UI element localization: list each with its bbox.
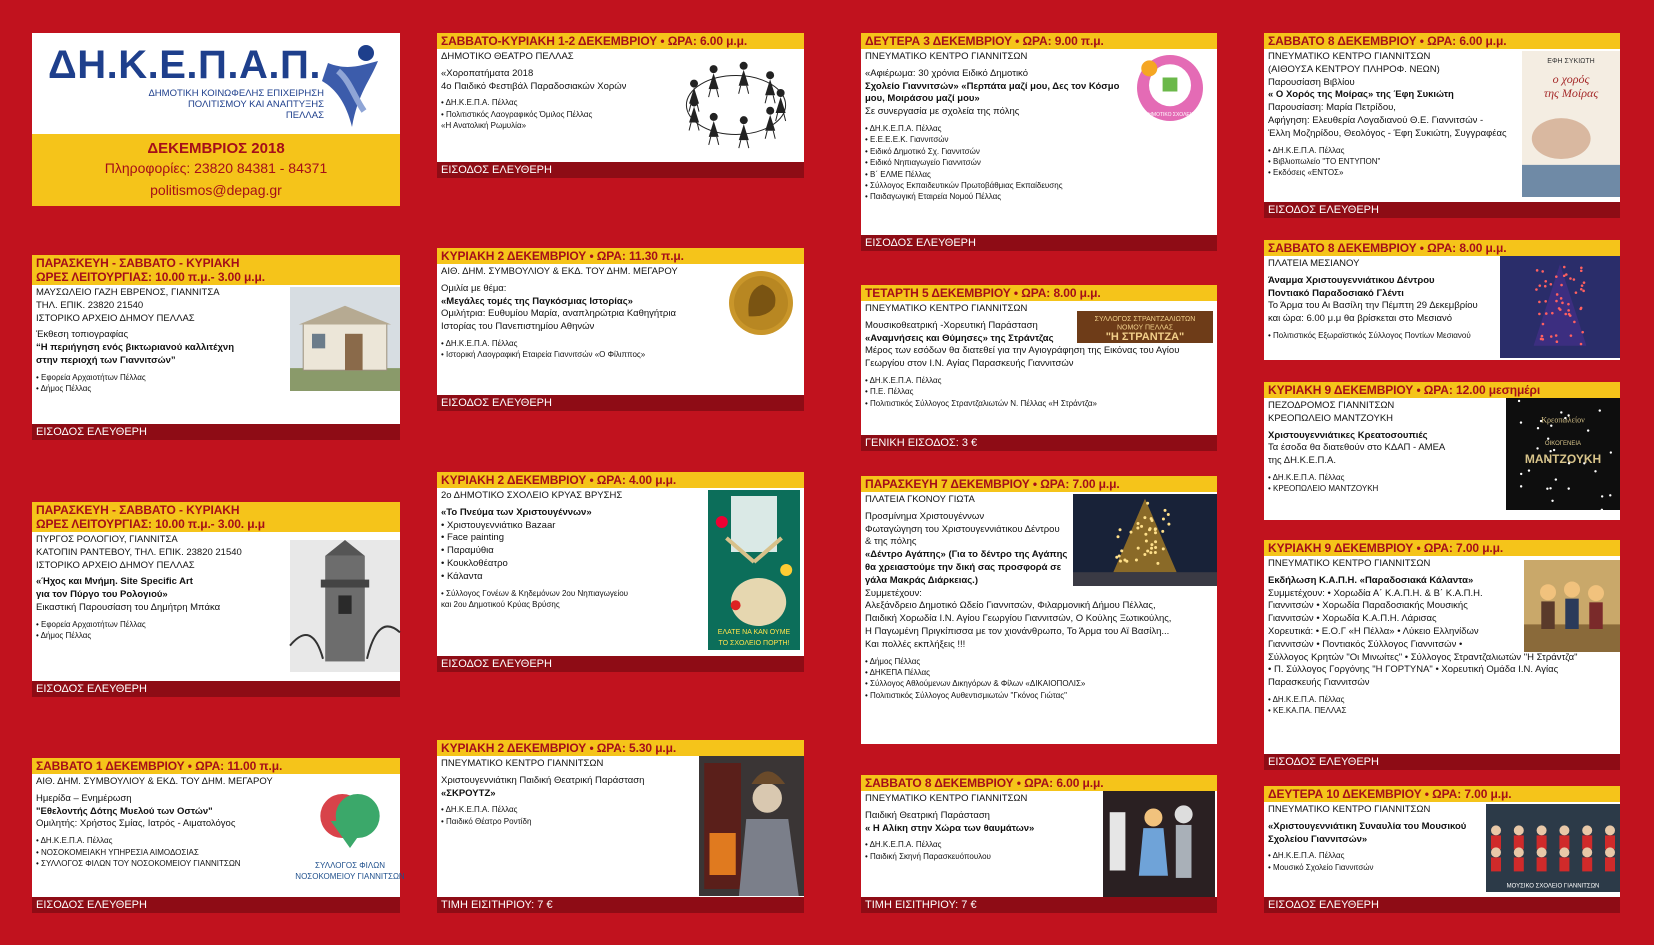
organizer-item: • Πολιτιστικός Εξωραϊστικός Σύλλογος Ποντίων Μεσιανού xyxy=(1268,330,1471,340)
ancient-coin xyxy=(727,270,795,336)
event-text-line: « Η Αλίκη στην Χώρα των θαυμάτων» xyxy=(865,822,1035,834)
event-text-line: • Κουκλοθέατρο xyxy=(441,557,508,569)
christmas-tree-square xyxy=(1073,494,1217,586)
event-text-line: γάλα Μακράς Διάρκειας.) xyxy=(865,574,978,586)
event-text-line: • Π. Σύλλογος Γοργόνης "Η ΓΟΡΤΥΝΑ" • Χορευτική Ομάδα Ι.Ν. Αγίας xyxy=(1268,664,1559,676)
event-text-line: ΠΝΕΥΜΑΤΙΚΟ ΚΕΝΤΡΟ ΓΙΑΝΝΙΤΣΩΝ xyxy=(865,793,1028,804)
event-date-line: ΤΕΤΑΡΤΗ 5 ΔΕΚΕΜΒΡΙΟΥ • ΩΡΑ: 8.00 μ.μ. xyxy=(865,286,1101,300)
alice-stage-photo xyxy=(1103,791,1215,897)
event-text-line: Σε συνεργασία με σχολεία της πόλης xyxy=(865,106,1020,118)
organizer-item: «Η Ανατολική Ρωμυλία» xyxy=(441,121,527,131)
event-text-line: ΠΝΕΥΜΑΤΙΚΟ ΚΕΝΤΡΟ ΓΙΑΝΝΙΤΣΩΝ xyxy=(1268,51,1431,62)
dancers-illustration xyxy=(674,59,798,151)
event-text-line: Γιαννιτσών • Ποντιακός Σύλλογος Γιαννιτσών • xyxy=(1268,638,1463,650)
event-text-line: Χορευτικά: • Ε.Ο.Γ «Η Πέλλα» • Λύκειο Ελληνίδων xyxy=(1268,625,1479,637)
event-text-line: Σχολείο Γιαννιτσών» «Περπάτα μαζί μου, Δες τον Κόσμο xyxy=(865,80,1120,92)
event-text-line: ΜΑΥΣΩΛΕΙΟ ΓΑΖΗ ΕΒΡΕΝΟΣ, ΓΙΑΝΝΙΤΣΑ xyxy=(36,287,220,298)
organizer-item: • ΔΗ.Κ.Ε.Π.Α. Πέλλας xyxy=(1268,145,1345,155)
svg-text:ΟΙΚΟΓΕΝΕΙΑ: ΟΙΚΟΓΕΝΕΙΑ xyxy=(1544,441,1582,448)
event-text-line: (ΑΙΘΟΥΣΑ ΚΕΝΤΡΟΥ ΠΛΗΡΟΦ. ΝΕΩΝ) xyxy=(1268,63,1440,75)
svg-text:ΜΑΝΤΖΟΥΚΗ: ΜΑΝΤΖΟΥΚΗ xyxy=(1524,451,1602,466)
event-card xyxy=(1264,33,1620,218)
event-text-line: «Αφιέρωμα: 30 χρόνια Ειδικό Δημοτικό xyxy=(865,67,1028,79)
music-school-photo xyxy=(1486,804,1620,892)
email-link[interactable]: politismos@depag.gr xyxy=(150,182,282,198)
event-text-line: «Ήχος και Μνήμη. Site Specific Art xyxy=(36,576,193,588)
admission-footer: ΕΙΣΟΔΟΣ ΕΛΕΥΘΕΡΗ xyxy=(437,395,804,411)
event-text-line: Η Παγωμένη Πριγκίπισσα με τον χιονάνθρωπο, Το Άρμα του Αϊ Βασίλη... xyxy=(865,625,1170,637)
event-text-line: Παιδική Θεατρική Παράσταση xyxy=(865,809,990,821)
svg-text:ο χορός: ο χορός xyxy=(1552,72,1590,86)
clock-tower-photo xyxy=(290,540,400,672)
event-text-line: Εικαστική Παρουσίαση του Δημήτρη Μπάκα xyxy=(36,601,221,613)
event-text-line: Έλλη Μοζηρίδου, Θεολόγος - Έφη Συκιώτη, Συγγραφέας xyxy=(1268,127,1507,139)
event-text-line: • Παραμύθια xyxy=(441,545,494,557)
organizer-item: • Ειδικό Δημοτικό Σχ. Γιαννιτσών xyxy=(865,146,980,156)
organizer-item: • Εφορεία Αρχαιοτήτων Πέλλας xyxy=(36,619,146,629)
organizer-item: • Πολιτιστικός Σύλλογος Στραντζαλιωτών Ν. Πέλλας «Η Στράντζα» xyxy=(865,398,1097,408)
organizer-item: • Πολιτιστικός Σύλλογος Αυθεντισμιωτών "Γκόνος Γιώτας" xyxy=(865,690,1067,700)
event-text-line: • Κάλαντα xyxy=(441,570,483,582)
event-card xyxy=(437,248,804,411)
event-text-line: Παρουσίαση: Μαρία Πετρίδου, xyxy=(1268,102,1396,114)
event-text-line: Σύλλογος Κρητών "Οι Μινωίτες" • Σύλλογος Στραντζαλιωτών "Η Στράντζα" xyxy=(1268,651,1578,663)
event-text-line: ΑΙΘ. ΔΗΜ. ΣΥΜΒΟΥΛΙΟΥ & ΕΚΔ. ΤΟΥ ΔΗΜ. ΜΕΓΑΡΟΥ xyxy=(441,266,678,277)
event-text-line: Ομιλία με θέμα: xyxy=(441,282,507,294)
svg-text:ΣΥΛΛΟΓΟΣ ΦΙΛΩΝ: ΣΥΛΛΟΓΟΣ ΦΙΛΩΝ xyxy=(315,861,385,870)
organizer-item: • ΔΗ.Κ.Ε.Π.Α. Πέλλας xyxy=(865,840,942,850)
organizer-item: • Παιδική Σκηνή Παρασκευόπουλου xyxy=(865,851,991,861)
scrooge-illustration xyxy=(699,756,804,896)
event-card xyxy=(861,285,1217,451)
organizer-item: • ΔΗΚΕΠΑ Πέλλας xyxy=(865,667,930,677)
event-date-line: ΣΑΒΒΑΤΟ 1 ΔΕΚΕΜΒΡΙΟΥ • ΩΡΑ: 11.00 π.μ. xyxy=(36,759,283,773)
event-text-line: "Εθελοντής Δότης Μυελού των Οστών" xyxy=(36,805,213,817)
organizer-item: • Παιδικό Θέατρο Ροντίδη xyxy=(441,816,532,826)
organizer-item: • Σύλλογος Αθλούμενων Δικηγόρων & Φίλων «ΔΙΚΑΙΟΠΟΛΙΣ» xyxy=(865,679,1086,689)
organizer-item: • ΝΟΣΟΚΟΜΕΙΑΚΗ ΥΠΗΡΕΣΙΑ ΑΙΜΟΔΟΣΙΑΣ xyxy=(36,847,199,857)
svg-text:Κρεοπωλείον: Κρεοπωλείον xyxy=(1541,415,1585,425)
organizer-item: • Δήμος Πέλλας xyxy=(865,656,921,666)
organizer-item: • Σύλλογος Γονέων & Κηδεμόνων 2ου Νηπιαγωγείου xyxy=(441,588,629,598)
admission-footer: ΕΙΣΟΔΟΣ ΕΛΕΥΘΕΡΗ xyxy=(1264,202,1620,218)
event-text-line: Ημερίδα – Ενημέρωση xyxy=(36,792,132,804)
svg-text:της Μοίρας: της Μοίρας xyxy=(1543,86,1599,100)
event-text-line: ΠΝΕΥΜΑΤΙΚΟ ΚΕΝΤΡΟ ΓΙΑΝΝΙΤΣΩΝ xyxy=(865,303,1028,314)
event-text-line: Γιαννιτσών • Χορωδία Κ.Α.Π.Η. Λάρισας xyxy=(1268,613,1437,625)
event-text-line: “Η περιήγηση ενός βικτωριανού καλλιτέχνη xyxy=(36,342,235,354)
event-text-line: θα χρειαστούμε την δική σας προσφορά σε xyxy=(865,561,1062,573)
event-text-line: Συμμετέχουν: • Χορωδία Α΄ Κ.Α.Π.Η. & Β΄ Κ.Α.Π.Η. xyxy=(1268,587,1483,599)
event-text-line: Προσμίνημα Χριστουγέννων xyxy=(865,510,985,522)
event-date-line: ΩΡΕΣ ΛΕΙΤΟΥΡΓΙΑΣ: 10.00 π.μ.- 3.00. μ.μ xyxy=(36,517,265,531)
event-text-line: Συμμετέχουν: xyxy=(865,587,922,599)
event-text-line: ΔΗΜΟΤΙΚΟ ΘΕΑΤΡΟ ΠΕΛΛΑΣ xyxy=(441,51,574,62)
event-text-line: «Μεγάλες τομές της Παγκόσμιας Ιστορίας» xyxy=(441,295,633,307)
subtitle-line: ΔΗΜΟΤΙΚΗ ΚΟΙΝΩΦΕΛΗΣ ΕΠΙΧΕΙΡΗΣΗ xyxy=(148,88,324,99)
event-text-line: «Χριστουγεννιάτικη Συναυλία του Μουσικού xyxy=(1268,820,1467,832)
organizer-item: • ΔΗ.Κ.Ε.Π.Α. Πέλλας xyxy=(1268,472,1345,482)
admission-footer: ΓΕΝΙΚΗ ΕΙΣΟΔΟΣ: 3 € xyxy=(861,435,1217,451)
event-date-header xyxy=(437,33,804,49)
svg-text:ΜΟΥΣΙΚΟ ΣΧΟΛΕΙΟ ΓΙΑΝΝΙΤΣΩΝ: ΜΟΥΣΙΚΟ ΣΧΟΛΕΙΟ ΓΙΑΝΝΙΤΣΩΝ xyxy=(1506,883,1600,890)
organizer-item: • Βιβλιοπωλείο "ΤΟ ΕΝΤΥΠΟΝ" xyxy=(1268,156,1381,166)
event-date-header xyxy=(861,476,1217,492)
event-card xyxy=(437,740,804,913)
event-text-line: ΠΝΕΥΜΑΤΙΚΟ ΚΕΝΤΡΟ ΓΙΑΝΝΙΤΣΩΝ xyxy=(441,758,604,769)
organizer-item: • ΔΗ.Κ.Ε.Π.Α. Πέλλας xyxy=(441,805,518,815)
organizer-item: • Σύλλογος Εκπαιδευτικών Πρωτοβάθμιας Εκπαίδευσης xyxy=(865,181,1063,191)
event-card xyxy=(861,476,1217,744)
event-date-header xyxy=(861,775,1217,791)
admission-footer: ΕΙΣΟΔΟΣ ΕΛΕΥΘΕΡΗ xyxy=(32,681,400,697)
event-text-line: Αλεξάνδρειο Δημοτικό Ωδείο Γιαννιτσών, Φιλαρμονική Δήμου Πέλλας, xyxy=(865,600,1156,612)
event-text-line: Παρουσίαση Βιβλίου xyxy=(1268,76,1355,88)
event-date-header xyxy=(1264,240,1620,256)
event-date-header xyxy=(32,255,400,285)
event-text-line: ΙΣΤΟΡΙΚΟ ΑΡΧΕΙΟ ΔΗΜΟΥ ΠΕΛΛΑΣ xyxy=(36,312,195,324)
event-date-header xyxy=(861,33,1217,49)
brand-name: ΔΗ.Κ.Ε.Π.Α.Π. xyxy=(48,43,322,87)
event-text-line: • Face painting xyxy=(441,532,505,544)
event-text-line: 2ο ΔΗΜΟΤΙΚΟ ΣΧΟΛΕΙΟ ΚΡΥΑΣ ΒΡΥΣΗΣ xyxy=(441,490,623,501)
organizer-item: • ΔΗ.Κ.Ε.Π.Α. Πέλλας xyxy=(1268,851,1345,861)
organizer-item: • ΔΗ.Κ.Ε.Π.Α. Πέλλας xyxy=(865,375,942,385)
organizer-item: • Μουσικό Σχολείο Γιαννιτσών xyxy=(1268,862,1374,872)
butcher-sign xyxy=(1506,398,1620,510)
admission-footer: ΕΙΣΟΔΟΣ ΕΛΕΥΘΕΡΗ xyxy=(437,162,804,178)
event-text-line: Ιστορίας του Πανεπιστημίου Αθηνών xyxy=(441,321,595,333)
event-date-line: ΚΥΡΙΑΚΗ 9 ΔΕΚΕΜΒΡΙΟΥ • ΩΡΑ: 12.00 μεσημέρι xyxy=(1268,383,1541,397)
event-card xyxy=(437,33,804,178)
event-date-header xyxy=(32,758,400,774)
event-card xyxy=(861,33,1217,251)
organizer-item: • ΔΗ.Κ.Ε.Π.Α. Πέλλας xyxy=(441,338,518,348)
admission-footer: ΕΙΣΟΔΟΣ ΕΛΕΥΘΕΡΗ xyxy=(861,235,1217,251)
svg-text:"Η ΣΤΡΑΝΤΖΑ": "Η ΣΤΡΑΝΤΖΑ" xyxy=(1105,330,1185,343)
event-date-line: ΩΡΕΣ ΛΕΙΤΟΥΡΓΙΑΣ: 10.00 π.μ.- 3.00 μ.μ. xyxy=(36,270,265,284)
svg-text:ΝΟΣΟΚΟΜΕΙΟΥ ΓΙΑΝΝΙΤΣΩΝ: ΝΟΣΟΚΟΜΕΙΟΥ ΓΙΑΝΝΙΤΣΩΝ xyxy=(295,872,405,881)
event-text-line: ΠΥΡΓΟΣ ΡΟΛΟΓΙΟΥ, ΓΙΑΝΝΙΤΣΑ xyxy=(36,534,178,545)
lit-tree-photo xyxy=(1500,256,1620,358)
event-text-line: «Το Πνεύμα των Χριστουγέννων» xyxy=(441,506,592,518)
event-card xyxy=(437,472,804,672)
subtitle-line: ΠΕΛΛΑΣ xyxy=(285,110,324,121)
event-date-header xyxy=(32,502,400,532)
event-text-line: στην περιοχή των Γιαννιτσών” xyxy=(36,354,176,366)
event-text-line: Χριστουγεννιάτικες Κρεατοσουπιές xyxy=(1268,429,1428,441)
event-text-line: και ώρα: 6.00 μ.μ θα βρίσκεται στο Μεσιανό xyxy=(1268,313,1452,325)
event-text-line: Και πολλές εκπλήξεις !!! xyxy=(865,638,966,650)
event-date-line: ΚΥΡΙΑΚΗ 2 ΔΕΚΕΜΒΡΙΟΥ • ΩΡΑ: 4.00 μ.μ. xyxy=(441,473,677,487)
event-text-line: ΤΗΛ. ΕΠΙΚ. 23820 21540 xyxy=(36,299,144,311)
event-text-line: « Ο Χορός της Μοίρας» της Έφη Συκιώτη xyxy=(1268,89,1454,101)
phone-info: Πληροφορίες: 23820 84381 - 84371 xyxy=(104,160,328,176)
svg-text:ΔΗΜΟΤΙΚΟ ΣΧΟΛΕΙΟ: ΔΗΜΟΤΙΚΟ ΣΧΟΛΕΙΟ xyxy=(1144,112,1196,118)
event-text-line: Γιαννιτσών • Χορωδία Παραδοσιακής Μουσικής xyxy=(1268,600,1468,612)
event-text-line: Ομιλητής: Χρήστος Σμίας, Ιατρός - Αιματολόγος xyxy=(36,818,236,830)
event-date-line: ΚΥΡΙΑΚΗ 9 ΔΕΚΕΜΒΡΙΟΥ • ΩΡΑ: 7.00 μ.μ. xyxy=(1268,541,1504,555)
special-school-logo xyxy=(1133,53,1207,123)
event-text-line: ΠΛΑΤΕΙΑ ΓΚΟΝΟΥ ΓΙΩΤΑ xyxy=(865,494,975,505)
hospital-friends-logo xyxy=(295,786,405,886)
event-date-line: ΠΑΡΑΣΚΕΥΗ - ΣΑΒΒΑΤΟ - ΚΥΡΙΑΚΗ xyxy=(36,503,240,517)
event-date-line: ΣΑΒΒΑΤΟ 8 ΔΕΚΕΜΒΡΙΟΥ • ΩΡΑ: 6.00 μ.μ. xyxy=(1268,34,1507,48)
event-text-line: ΚΑΤΟΠΙΝ ΡΑΝΤΕΒΟΥ, ΤΗΛ. ΕΠΙΚ. 23820 21540 xyxy=(36,546,242,558)
event-date-header xyxy=(437,248,804,264)
event-text-line: Έκθεση τοπιογραφίας xyxy=(36,329,129,341)
event-text-line: της ΔΗ.Κ.Ε.Π.Α. xyxy=(1268,455,1337,467)
event-text-line: ΠΝΕΥΜΑΤΙΚΟ ΚΕΝΤΡΟ ΓΙΑΝΝΙΤΣΩΝ xyxy=(1268,804,1431,815)
event-date-header xyxy=(1264,382,1620,398)
event-text-line: Άναμμα Χριστουγεννιάτικου Δέντρου xyxy=(1268,274,1435,286)
subtitle-line: ΠΟΛΙΤΙΣΜΟΥ ΚΑΙ ΑΝΑΠΤΥΞΗΣ xyxy=(187,99,324,110)
organizer-logo-card xyxy=(32,33,400,206)
organizer-item: • Δήμος Πέλλας xyxy=(36,631,92,641)
event-text-line: Παιδική Χορωδία Ι.Ν. Αγίου Γεωργίου Γιαννιτσών, Ο Κούλης Ξωτικούλης, xyxy=(865,613,1172,625)
event-text-line: Ομιλήτρια: Ευθυμίου Μαρία, αναπληρώτρια Καθηγήτρια xyxy=(441,308,676,320)
event-text-line: ΠΕΖΟΔΡΟΜΟΣ ΓΙΑΝΝΙΤΣΩΝ xyxy=(1268,400,1395,411)
event-text-line: ΠΝΕΥΜΑΤΙΚΟ ΚΕΝΤΡΟ ΓΙΑΝΝΙΤΣΩΝ xyxy=(865,51,1028,62)
event-text-line: Τα έσοδα θα διατεθούν στο ΚΔΑΠ - ΑΜΕΑ xyxy=(1268,442,1446,454)
organizer-item: • ΚΡΕΟΠΩΛΕΙΟ ΜΑΝΤΖΟΥΚΗ xyxy=(1268,484,1379,494)
event-date-header xyxy=(1264,786,1620,802)
event-text-line: «Αναμνήσεις και Θύμησες» της Στράντζας xyxy=(865,332,1054,344)
event-text-line: ΚΡΕΟΠΩΛΕΙΟ ΜΑΝΤΖΟΥΚΗ xyxy=(1268,412,1394,424)
event-card xyxy=(1264,382,1620,520)
event-text-line: Σχολείου Γιαννιτσών» xyxy=(1268,833,1368,845)
organizer-item: • Β΄ ΕΛΜΕ Πέλλας xyxy=(865,169,931,179)
admission-footer: ΕΙΣΟΔΟΣ ΕΛΕΥΘΕΡΗ xyxy=(32,424,400,440)
admission-footer: ΕΙΣΟΔΟΣ ΕΛΕΥΘΕΡΗ xyxy=(32,897,400,913)
event-text-line: «Χοροπατήματα 2018 xyxy=(441,67,534,79)
svg-text:ΕΦΗ ΣΥΚΙΩΤΗ: ΕΦΗ ΣΥΚΙΩΤΗ xyxy=(1547,58,1595,65)
admission-footer: ΤΙΜΗ ΕΙΣΙΤΗΡΙΟΥ: 7 € xyxy=(437,897,804,913)
event-date-header xyxy=(1264,540,1620,556)
organizer-item: • Δήμος Πέλλας xyxy=(36,384,92,394)
event-card xyxy=(1264,786,1620,913)
event-text-line: ΙΣΤΟΡΙΚΟ ΑΡΧΕΙΟ ΔΗΜΟΥ ΠΕΛΛΑΣ xyxy=(36,559,195,571)
event-card xyxy=(1264,240,1620,360)
event-text-line: Το Άρμα του Αι Βασίλη την Πέμπτη 29 Δεκεμβρίου xyxy=(1268,300,1478,312)
event-date-header xyxy=(1264,33,1620,49)
event-card xyxy=(32,758,405,913)
event-text-line: & της πόλης xyxy=(865,536,917,548)
brand-subtitle xyxy=(148,88,324,121)
event-text-line: ΑΙΘ. ΔΗΜ. ΣΥΜΒΟΥΛΙΟΥ & ΕΚΔ. ΤΟΥ ΔΗΜ. ΜΕΓΑΡΟΥ xyxy=(36,776,273,787)
event-text-line: Μουσικοθεατρική -Χορευτική Παράσταση xyxy=(865,319,1038,331)
event-text-line: «Δέντρο Αγάπης» (Για το δέντρο της Αγάπης xyxy=(865,549,1068,561)
svg-text:ΝΟΜΟΥ ΠΕΛΛΑΣ: ΝΟΜΟΥ ΠΕΛΛΑΣ xyxy=(1116,324,1174,332)
organizer-item: • ΚΕ.ΚΑ.ΠΑ. ΠΕΛΛΑΣ xyxy=(1268,706,1347,716)
strantza-sign xyxy=(1077,311,1213,343)
month-title: ΔΕΚΕΜΒΡΙΟΣ 2018 xyxy=(147,140,285,157)
admission-footer: ΕΙΣΟΔΟΣ ΕΛΕΥΘΕΡΗ xyxy=(437,656,804,672)
event-date-line: ΠΑΡΑΣΚΕΥΗ - ΣΑΒΒΑΤΟ - ΚΥΡΙΑΚΗ xyxy=(36,256,240,270)
event-text-line: ΠΛΑΤΕΙΑ ΜΕΣΙΑΝΟΥ xyxy=(1268,258,1360,269)
organizer-item: • Εκδόσεις «ΕΝΤΟΣ» xyxy=(1268,168,1344,178)
event-card xyxy=(32,502,400,697)
admission-footer: ΕΙΣΟΔΟΣ ΕΛΕΥΘΕΡΗ xyxy=(1264,897,1620,913)
event-text-line: Χριστουγεννιάτικη Παιδική Θεατρική Παράσταση xyxy=(441,774,645,786)
organizer-item: • ΣΥΛΛΟΓΟΣ ΦΙΛΩΝ ΤΟΥ ΝΟΣΟΚΟΜΕΙΟΥ ΓΙΑΝΝΙΤΣΩΝ xyxy=(36,859,241,868)
event-date-line: ΔΕΥΤΕΡΑ 10 ΔΕΚΕΜΒΡΙΟΥ • ΩΡΑ: 7.00 μ.μ. xyxy=(1268,787,1512,801)
event-date-header xyxy=(861,285,1217,301)
event-text-line: «ΣΚΡΟΥΤΖ» xyxy=(441,787,496,799)
event-date-line: ΠΑΡΑΣΚΕΥΗ 7 ΔΕΚΕΜΒΡΙΟΥ • ΩΡΑ: 7.00 μ.μ. xyxy=(865,477,1120,491)
event-text-line: Μέρος των εσόδων θα διατεθεί για την Αγιογράφηση της Εικόνας του Αγίου xyxy=(865,345,1180,357)
event-date-line: ΚΥΡΙΑΚΗ 2 ΔΕΚΕΜΒΡΙΟΥ • ΩΡΑ: 5.30 μ.μ. xyxy=(441,741,677,755)
event-card xyxy=(1264,540,1620,770)
organizer-item: και 2ου Δημοτικού Κρύας Βρύσης xyxy=(441,599,560,609)
organizer-item: • ΔΗ.Κ.Ε.Π.Α. Πέλλας xyxy=(1268,694,1345,704)
event-text-line: Γεωργίου στον Ι.Ν. Αγίας Παρασκευής Γιαννιτσών xyxy=(865,358,1074,370)
event-text-line: Εκδήλωση Κ.Α.Π.Η. «Παραδοσιακά Κάλαντα» xyxy=(1268,574,1474,586)
event-text-line: Ποντιακό Παραδοσιακό Γλέντι xyxy=(1268,287,1404,299)
admission-footer: ΤΙΜΗ ΕΙΣΙΤΗΡΙΟΥ: 7 € xyxy=(861,897,1217,913)
organizer-item: • Ε.Ε.Ε.Ε.Κ. Γιαννιτσών xyxy=(865,135,949,145)
organizer-item: • Ειδικό Νηπιαγωγείο Γιαννιτσών xyxy=(865,158,981,168)
carolers-painting xyxy=(1524,560,1620,652)
event-date-line: ΣΑΒΒΑΤΟ 8 ΔΕΚΕΜΒΡΙΟΥ • ΩΡΑ: 8.00 μ.μ. xyxy=(1268,241,1507,255)
event-text-line: ΠΝΕΥΜΑΤΙΚΟ ΚΕΝΤΡΟ ΓΙΑΝΝΙΤΣΩΝ xyxy=(1268,558,1431,569)
event-date-header xyxy=(437,740,804,756)
event-text-line: για τον Πύργο του Ρολογιού» xyxy=(36,589,168,601)
event-date-line: ΣΑΒΒΑΤΟ 8 ΔΕΚΕΜΒΡΙΟΥ • ΩΡΑ: 6.00 μ.μ. xyxy=(865,776,1104,790)
event-date-header xyxy=(437,472,804,488)
book-cover xyxy=(1522,51,1620,197)
event-card xyxy=(32,255,400,440)
event-text-line: • Χριστουγεννιάτικο Bazaar xyxy=(441,519,556,531)
event-text-line: μου, Μοιράσου μαζί μου» xyxy=(865,93,980,105)
admission-footer: ΕΙΣΟΔΟΣ ΕΛΕΥΘΕΡΗ xyxy=(1264,754,1620,770)
event-card xyxy=(861,775,1217,913)
mausoleum-photo xyxy=(290,287,400,391)
event-text-line: Παρασκευής Γιαννιτσών xyxy=(1268,677,1370,689)
reindeer-poster xyxy=(708,490,800,650)
event-text-line: Φωταγώγηση του Χριστουγεννιάτικου Δέντρου xyxy=(865,523,1060,535)
event-date-line: ΣΑΒΒΑΤΟ-ΚΥΡΙΑΚΗ 1-2 ΔΕΚΕΜΒΡΙΟΥ • ΩΡΑ: 6.00 μ.μ. xyxy=(441,34,748,48)
organizer-item: • Εφορεία Αρχαιοτήτων Πέλλας xyxy=(36,372,146,382)
dancer-logo-icon xyxy=(318,41,386,129)
svg-text:ΕΛΑΤΕ ΝΑ ΚΑΝ ΟΥΜΕ: ΕΛΑΤΕ ΝΑ ΚΑΝ ΟΥΜΕ xyxy=(717,629,791,636)
organizer-item: • ΔΗ.Κ.Ε.Π.Α. Πέλλας xyxy=(865,123,942,133)
event-date-line: ΚΥΡΙΑΚΗ 2 ΔΕΚΕΜΒΡΙΟΥ • ΩΡΑ: 11.30 π.μ. xyxy=(441,249,684,263)
organizer-item: • Π.Ε. Πέλλας xyxy=(865,387,914,397)
svg-text:ΤΟ ΣΧΟΛΕΙΟ ΠΟΡΤΗ!: ΤΟ ΣΧΟΛΕΙΟ ΠΟΡΤΗ! xyxy=(718,640,790,648)
svg-text:ΣΥΛΛΟΓΟΣ ΣΤΡΑΝΤΖΑΛΙΩΤΩΝ: ΣΥΛΛΟΓΟΣ ΣΤΡΑΝΤΖΑΛΙΩΤΩΝ xyxy=(1094,316,1196,324)
organizer-item: • ΔΗ.Κ.Ε.Π.Α. Πέλλας xyxy=(441,98,518,108)
organizer-item: • Ιστορική Λαογραφική Εταιρεία Γιαννιτσών «Ο Φίλιππος» xyxy=(441,350,646,360)
organizer-item: • Πολιτιστικός Λαογραφικός Όμιλος Πέλλας xyxy=(441,109,593,119)
event-date-line: ΔΕΥΤΕΡΑ 3 ΔΕΚΕΜΒΡΙΟΥ • ΩΡΑ: 9.00 π.μ. xyxy=(865,34,1104,48)
event-text-line: 4ο Παιδικό Φεστιβάλ Παραδοσιακών Χορών xyxy=(441,80,627,92)
event-text-line: Αφήγηση: Ελευθερία Λογαδιανού Θ.Ε. Γιαννιτσών - xyxy=(1268,114,1484,126)
organizer-item: • Παιδαγωγική Εταιρεία Νομού Πέλλας xyxy=(865,192,1002,202)
organizer-item: • ΔΗ.Κ.Ε.Π.Α. Πέλλας xyxy=(36,836,113,846)
logo-area xyxy=(32,33,400,134)
